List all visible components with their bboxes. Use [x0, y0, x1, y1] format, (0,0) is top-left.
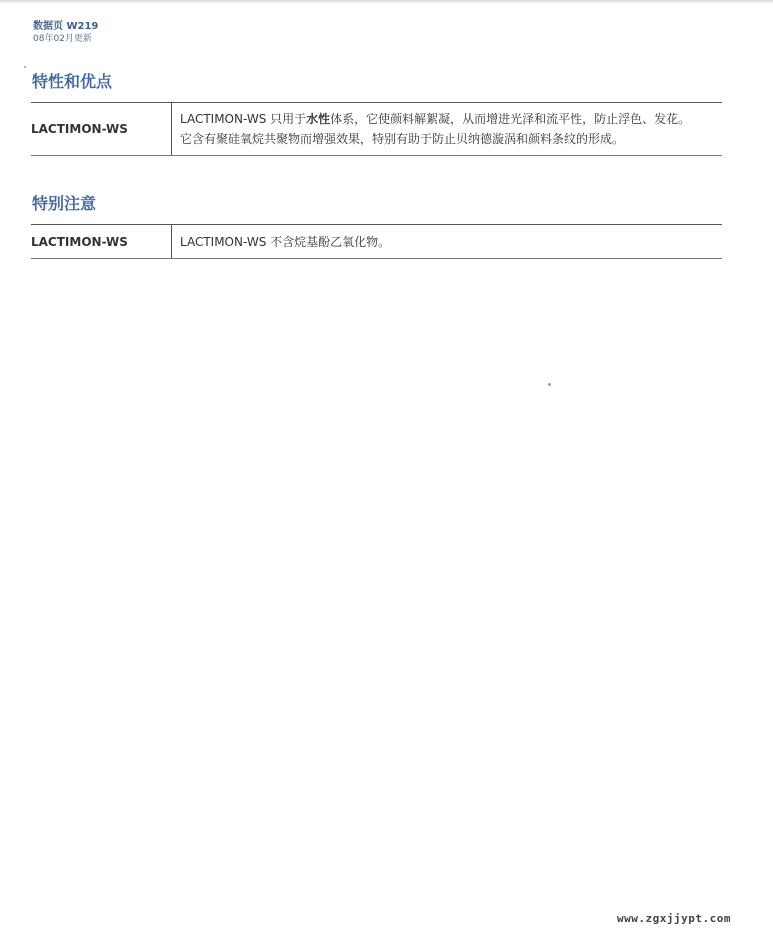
page-header — [33, 20, 98, 45]
features-description — [180, 103, 722, 155]
features-text-b: 体系，它使颜料解絮凝，从而增进光泽和流平性，防止浮色、发花。 — [330, 112, 691, 126]
datasheet-code: 数据页 W219 — [33, 21, 99, 32]
features-row-label: LACTIMON-WS — [31, 103, 172, 155]
footer-url: www.zgxjjypt.com — [617, 912, 731, 925]
scan-top-edge — [0, 0, 773, 3]
features-line-2: 它含有聚硅氧烷共聚物而增强效果，特别有助于防止贝纳德漩涡和颜料条纹的形成。 — [180, 132, 625, 146]
features-text-a: LACTIMON-WS 只用于 — [180, 112, 307, 126]
notes-description: LACTIMON-WS 不含烷基酚乙氧化物。 — [180, 234, 391, 249]
features-table — [31, 102, 722, 156]
scan-speck — [24, 66, 26, 68]
section-title-notes: 特别注意 — [32, 194, 97, 213]
notes-row-label: LACTIMON-WS — [31, 225, 172, 258]
update-date: 08年02月更新 — [33, 34, 92, 44]
features-text-bold: 水性 — [306, 112, 331, 126]
scan-speck — [548, 383, 551, 386]
notes-table — [31, 224, 722, 259]
features-line-1 — [180, 109, 722, 129]
section-title-features: 特性和优点 — [32, 72, 113, 91]
